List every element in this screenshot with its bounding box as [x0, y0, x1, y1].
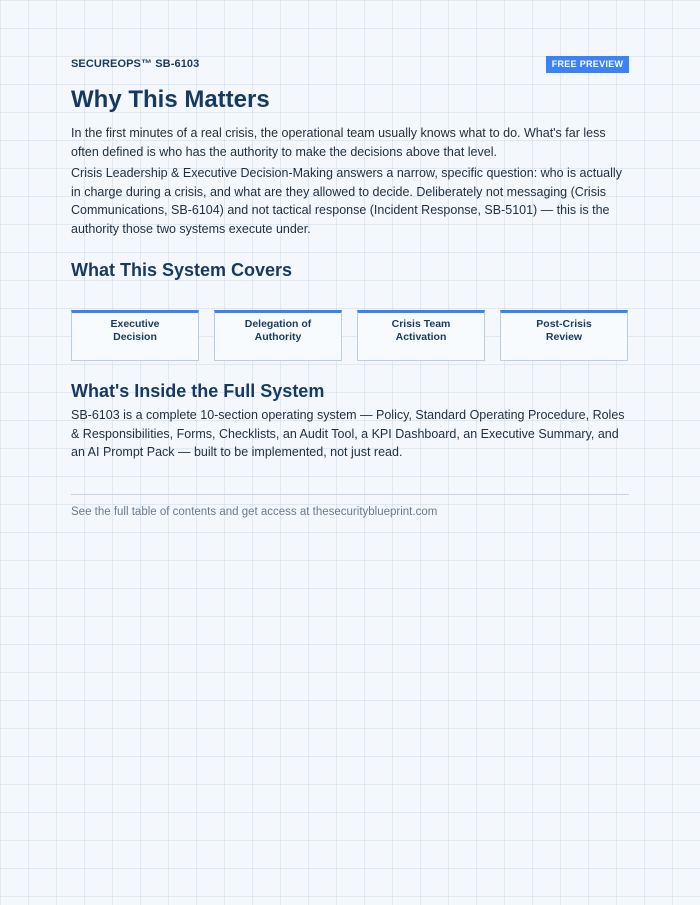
coverage-card-crisis-team-activation: [357, 310, 485, 361]
card-line-2: Decision: [113, 331, 157, 343]
card-line-1: Executive: [110, 318, 160, 330]
coverage-card-executive-decision: [71, 310, 199, 361]
system-covers-heading: What This System Covers: [71, 260, 293, 280]
coverage-card-post-crisis-review: [500, 310, 628, 361]
coverage-card-delegation-of-authority: [214, 310, 342, 361]
why-this-matters-heading: Why This Matters: [71, 86, 270, 113]
brand-label: SECUREOPS™ SB-6103: [71, 58, 200, 70]
card-line-2: Activation: [395, 331, 447, 343]
card-line-1: Post-Crisis: [536, 318, 592, 330]
free-preview-badge: FREE PREVIEW: [546, 56, 629, 73]
header: [71, 56, 629, 73]
whats-inside-heading: What's Inside the Full System: [71, 381, 325, 401]
card-line-1: Crisis Team: [391, 318, 451, 330]
coverage-cards: [71, 310, 629, 363]
why-paragraph-2: Crisis Leadership & Executive Decision-Making answers a narrow, specific question: who is actually in charge during a crisis, and what are they allowed to decide. Deliberately not messaging (Crisis Communications, SB-6104) and not tactical response (Incident Response, SB-5101) — this is the authority those two systems execute under.: [71, 166, 622, 236]
card-line-2: Authority: [254, 331, 302, 343]
card-line-1: Delegation of: [244, 318, 312, 330]
card-line-2: Review: [545, 331, 583, 343]
whats-inside-paragraph: SB-6103 is a complete 10-section operating system — Policy, Standard Operating Procedure, Roles & Responsibilities, Forms, Checklists, an Audit Tool, a KPI Dashboard, an Executive Summary, and an AI Prompt Pack — built to be implemented, not just read.: [71, 408, 625, 459]
divider: [71, 494, 629, 495]
why-paragraph-1: In the first minutes of a real crisis, the operational team usually knows what to do. What's far less often defined is who has the authority to make the decisions above that level.: [71, 126, 606, 159]
footer-access-text: See the full table of contents and get access at thesecurityblueprint.com: [71, 506, 438, 518]
